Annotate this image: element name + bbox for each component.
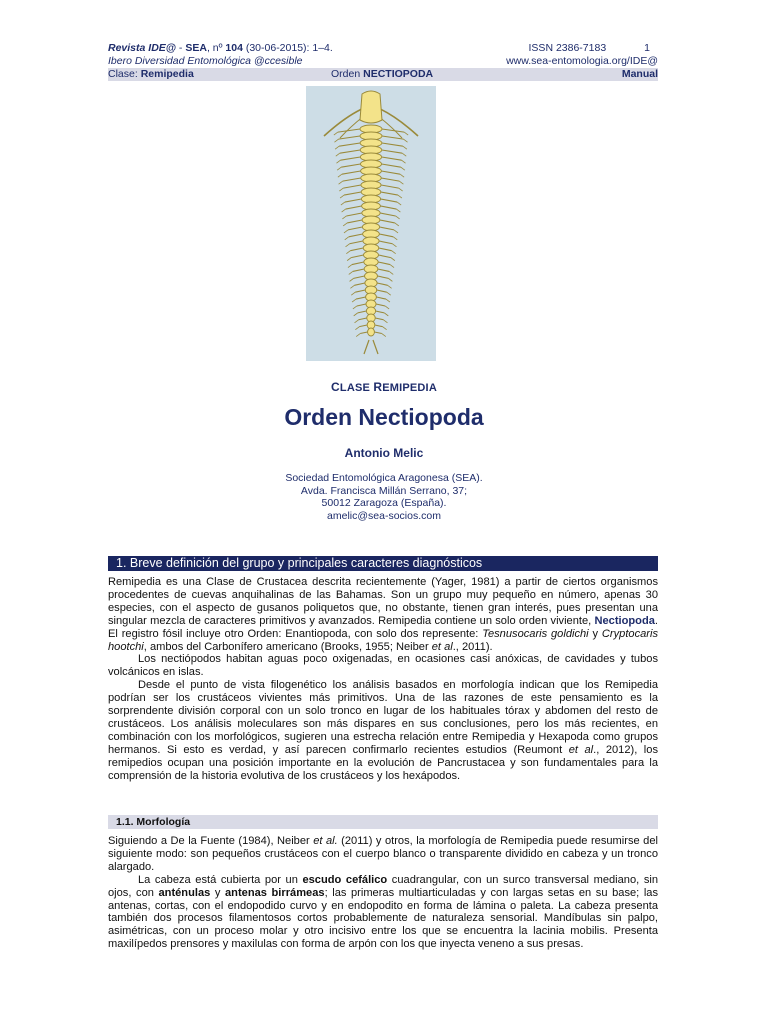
leg-seta bbox=[391, 258, 395, 261]
leg-left bbox=[340, 157, 360, 160]
leg-right bbox=[380, 220, 395, 223]
leg-right bbox=[380, 213, 395, 216]
leg-seta bbox=[388, 285, 392, 288]
journal-name: Revista IDE@ bbox=[108, 42, 177, 54]
leg-left bbox=[350, 241, 363, 244]
leg-seta bbox=[336, 153, 340, 156]
leg-left bbox=[350, 248, 363, 251]
leg-right bbox=[377, 283, 387, 285]
text-run: y bbox=[588, 627, 602, 640]
leg-seta bbox=[385, 306, 389, 309]
text-run: Desde el punto de vista filogenético los análisis basados en morfología indican que los Remipedia podrían ser los crustáceos vivientes más primitivos. Una de las razones de este pensamiento es la sorprendente división corporal con un solo tronco en lugar de los habituales tórax y abdomen del resto de crustáceos. Los análisis moleculares son más dispares en sus conclusiones, pero los más recientes, en combinación con los morfológicos, sugieren una estrecha relación entre Remipedia y Hexapoda como grupos hermanos. Si esto es verdad, y así parecen confirmarlo recientes estudios (Reumont bbox=[108, 679, 658, 756]
affiliation-line: 50012 Zaragoza (España). bbox=[321, 497, 447, 509]
issue-number: 104 bbox=[225, 42, 243, 54]
leg-right bbox=[382, 164, 401, 167]
leg-seta bbox=[339, 188, 343, 191]
leg-seta bbox=[384, 313, 388, 316]
leg-left bbox=[348, 227, 362, 230]
leg-left bbox=[357, 304, 366, 306]
leg-seta bbox=[404, 132, 408, 135]
leg-left bbox=[342, 171, 361, 174]
leg-right bbox=[380, 206, 396, 209]
leg-seta bbox=[390, 265, 394, 268]
leg-seta bbox=[346, 251, 350, 254]
leg-left bbox=[347, 220, 362, 223]
leg-seta bbox=[400, 174, 404, 177]
manual-label: Manual bbox=[621, 68, 658, 80]
leg-seta bbox=[355, 327, 359, 330]
leg-left bbox=[343, 185, 361, 188]
leg-right bbox=[378, 255, 390, 258]
leg-seta bbox=[355, 320, 359, 323]
leg-seta bbox=[389, 271, 393, 274]
leg-seta bbox=[392, 244, 396, 247]
leg-right bbox=[379, 248, 392, 251]
leg-left bbox=[359, 325, 367, 327]
text-run: Siguiendo a De la Fuente (1984), Neiber bbox=[108, 835, 314, 847]
leg-seta bbox=[345, 237, 349, 240]
leg-seta bbox=[351, 292, 355, 295]
paragraph bbox=[108, 576, 658, 653]
leg-right bbox=[379, 234, 393, 237]
leg-seta bbox=[386, 299, 390, 302]
text-run: ., 2011). bbox=[452, 640, 493, 653]
bold-term: anténulas bbox=[158, 886, 211, 899]
leg-seta bbox=[334, 139, 338, 142]
page-number: 1 bbox=[644, 42, 650, 54]
leg-right bbox=[375, 325, 383, 327]
class-heading-cap2: R bbox=[373, 380, 383, 394]
order-value: NECTIOPODA bbox=[363, 68, 434, 80]
leg-right bbox=[378, 269, 389, 271]
text-run: Remipedia es una Clase de Crustacea descrita recientemente (Yager, 1981) a partir de ciertos organismos procedentes de cuevas anquihalinas de las Bahamas. Son un grupo muy pequeño en número, apenas 30 especies, con el aspecto de gusanos poliquetos que, no obstante, tienen gran interés, pues presentan una singular mezcla de caracteres primitivos y avanzados. Remipedia contiene un solo orden viviente, bbox=[108, 576, 658, 627]
leg-left bbox=[358, 311, 367, 313]
text-run: , ambos del Carbonífero americano (Brooks, 1955; Neiber bbox=[143, 640, 432, 653]
leg-seta bbox=[392, 251, 396, 254]
leg-seta bbox=[402, 160, 406, 163]
leg-right bbox=[378, 262, 390, 265]
leg-left bbox=[354, 283, 364, 285]
leg-seta bbox=[397, 202, 401, 205]
leg-seta bbox=[399, 181, 403, 184]
order-label: Orden bbox=[331, 68, 364, 80]
paragraph bbox=[108, 874, 658, 951]
page-title: Orden Nectiopoda bbox=[284, 404, 484, 430]
affiliation-line: Sociedad Entomológica Aragonesa (SEA). bbox=[285, 472, 483, 484]
journal-subtitle: Ibero Diversidad Entomológica @ccesible bbox=[108, 55, 303, 67]
leg-seta bbox=[382, 334, 386, 337]
subsection-heading: 1.1. Morfología bbox=[108, 815, 658, 829]
leg-seta bbox=[383, 327, 387, 330]
leg-left bbox=[343, 178, 361, 181]
section1-body bbox=[108, 576, 658, 783]
body-segment bbox=[368, 328, 375, 336]
leg-seta bbox=[346, 244, 350, 247]
leg-right bbox=[376, 311, 385, 313]
leg-right bbox=[377, 290, 387, 292]
author-name: Antonio Melic bbox=[344, 446, 424, 460]
leg-seta bbox=[387, 292, 391, 295]
leg-left bbox=[351, 255, 363, 258]
leg-seta bbox=[347, 258, 351, 261]
leg-seta bbox=[339, 181, 343, 184]
leg-seta bbox=[344, 230, 348, 233]
issue-date-pages: (30-06-2015): 1–4. bbox=[242, 42, 333, 54]
author-email[interactable]: amelic@sea-socios.com bbox=[327, 509, 441, 522]
issn-and-page bbox=[529, 42, 658, 55]
leg-right bbox=[381, 171, 400, 174]
journal-sep: - bbox=[176, 42, 186, 54]
leg-seta bbox=[383, 320, 387, 323]
page-header bbox=[108, 42, 658, 81]
leg-seta bbox=[393, 237, 397, 240]
leg-seta bbox=[394, 230, 398, 233]
leg-seta bbox=[388, 278, 392, 281]
leg-right bbox=[380, 227, 394, 230]
paragraph: Los nectiópodos habitan aguas poco oxigenadas, en ocasiones casi anóxicas, de cavidades y tubos volcánicos en islas. bbox=[108, 653, 658, 679]
order-info bbox=[331, 68, 433, 81]
leg-right bbox=[376, 297, 386, 299]
header-row-taxon bbox=[108, 68, 658, 81]
leg-seta bbox=[396, 216, 400, 219]
leg-right bbox=[381, 185, 399, 188]
leg-left bbox=[360, 332, 367, 334]
species-name: Tesnusocaris goldichi bbox=[482, 627, 589, 640]
leg-left bbox=[341, 164, 360, 167]
leg-seta bbox=[354, 313, 358, 316]
issue-prefix: , nº bbox=[206, 42, 226, 54]
leg-right bbox=[379, 241, 392, 244]
class-label: Clase: bbox=[108, 68, 141, 80]
leg-right bbox=[381, 192, 398, 195]
class-value: Remipedia bbox=[140, 68, 194, 80]
header-row-journal bbox=[108, 42, 658, 55]
section11-body bbox=[108, 835, 658, 951]
leg-seta bbox=[342, 216, 346, 219]
issn: ISSN 2386-7183 bbox=[528, 42, 607, 54]
text-run: (2011) y otros, la morfología de Remipedia puede resumirse del siguiente modo: son pequeños crustáceos con el cuerpo blanco o transparente dividido en cabeza y un tronco alargado. bbox=[108, 835, 658, 873]
journal-url: www.sea-entomologia.org/IDE@ bbox=[506, 55, 658, 67]
leg-seta bbox=[404, 139, 408, 142]
furca-right bbox=[373, 340, 378, 354]
text-run: ; las primeras multiarticuladas y con largas setas en su base; las antenas, cortas, con el endopodido curvo y en endopodito en forma de lámina o paleta. La cabeza presenta también dos procesos filamentosos cortos probablemente de naturaleza sensorial. Mandíbulas sin palpo, asimétricas, con un proceso molar y otro incisivo entre los que se encuentra la lacinia mobilis. Presenta maxilípedos prensores y maxilulas con forma de arpón con los que inyecta veneno a sus presas. bbox=[108, 886, 659, 951]
leg-seta bbox=[341, 202, 345, 205]
leg-left bbox=[346, 206, 362, 209]
bold-term: antenas birrámeas bbox=[225, 886, 325, 899]
leg-seta bbox=[403, 146, 407, 149]
leg-seta bbox=[335, 146, 339, 149]
leg-seta bbox=[353, 306, 357, 309]
leg-left bbox=[359, 318, 367, 320]
citation-etal: et al. bbox=[313, 835, 338, 847]
leg-seta bbox=[337, 167, 341, 170]
leg-left bbox=[353, 269, 364, 271]
leg-seta bbox=[349, 271, 353, 274]
leg-left bbox=[356, 297, 366, 299]
leg-right bbox=[376, 304, 385, 306]
bold-term: escudo cefálico bbox=[302, 873, 388, 886]
leg-left bbox=[346, 213, 361, 216]
leg-seta bbox=[356, 334, 360, 337]
leg-left bbox=[344, 192, 361, 195]
text-run: y bbox=[210, 886, 226, 899]
leg-right bbox=[374, 332, 381, 334]
affiliation-line: Avda. Francisca Millán Serrano, 37; bbox=[300, 484, 468, 497]
remipede-drawing bbox=[306, 86, 436, 361]
author-affiliation bbox=[0, 472, 768, 522]
class-heading-word2: EMIPEDIA bbox=[382, 382, 437, 394]
leg-seta bbox=[396, 209, 400, 212]
remipede-illustration bbox=[306, 86, 436, 361]
leg-seta bbox=[395, 223, 399, 226]
leg-seta bbox=[350, 285, 354, 288]
text-run: cuadrangular, con un surco transversal mediano, sin ojos, con bbox=[108, 873, 658, 899]
leg-left bbox=[340, 150, 360, 153]
section-heading: 1. Breve definición del grupo y principales caracteres diagnósticos bbox=[108, 556, 658, 571]
leg-seta bbox=[401, 167, 405, 170]
class-heading-cap1: C bbox=[331, 380, 340, 394]
leg-left bbox=[345, 199, 362, 202]
journal-org: SEA bbox=[185, 42, 207, 54]
leg-left bbox=[352, 262, 364, 265]
leg-seta bbox=[334, 132, 338, 135]
highlight-term: Nectiopoda bbox=[594, 614, 655, 627]
leg-left bbox=[354, 276, 365, 278]
leg-left bbox=[339, 143, 360, 146]
leg-seta bbox=[342, 209, 346, 212]
leg-left bbox=[355, 290, 365, 292]
leg-right bbox=[382, 157, 402, 160]
leg-right bbox=[375, 318, 383, 320]
leg-seta bbox=[402, 153, 406, 156]
leg-left bbox=[349, 234, 363, 237]
citation-etal: et al bbox=[568, 743, 594, 756]
header-row-subtitle bbox=[108, 55, 658, 68]
leg-seta bbox=[338, 174, 342, 177]
leg-seta bbox=[398, 195, 402, 198]
furca-left bbox=[364, 340, 369, 354]
leg-seta bbox=[336, 160, 340, 163]
citation-etal: et al bbox=[431, 640, 453, 653]
leg-right bbox=[382, 143, 403, 146]
leg-seta bbox=[348, 265, 352, 268]
leg-right bbox=[381, 199, 398, 202]
paragraph bbox=[108, 679, 658, 782]
paragraph bbox=[108, 835, 658, 874]
species-name: Cryptocaris hootchi bbox=[108, 627, 659, 653]
leg-right bbox=[377, 276, 388, 278]
text-run: ., 2012), los remipedios ocupan una posición importante en la evolución de Pancrustacea y son fundamentales para la comprensión de la historia evolutiva de los crustáceos y los hexápodos. bbox=[108, 743, 658, 782]
text-run: La cabeza está cubierta por un bbox=[138, 873, 303, 886]
leg-seta bbox=[352, 299, 356, 302]
leg-right bbox=[382, 150, 402, 153]
head-shield bbox=[360, 91, 382, 123]
text-run: . El registro fósil incluye otro Orden: Enantiopoda, con solo dos represente: bbox=[108, 614, 658, 640]
leg-seta bbox=[399, 188, 403, 191]
class-heading-word1: LASE bbox=[339, 382, 374, 394]
leg-seta bbox=[340, 195, 344, 198]
leg-seta bbox=[343, 223, 347, 226]
class-heading bbox=[0, 380, 768, 394]
leg-seta bbox=[350, 278, 354, 281]
leg-right bbox=[381, 178, 399, 181]
